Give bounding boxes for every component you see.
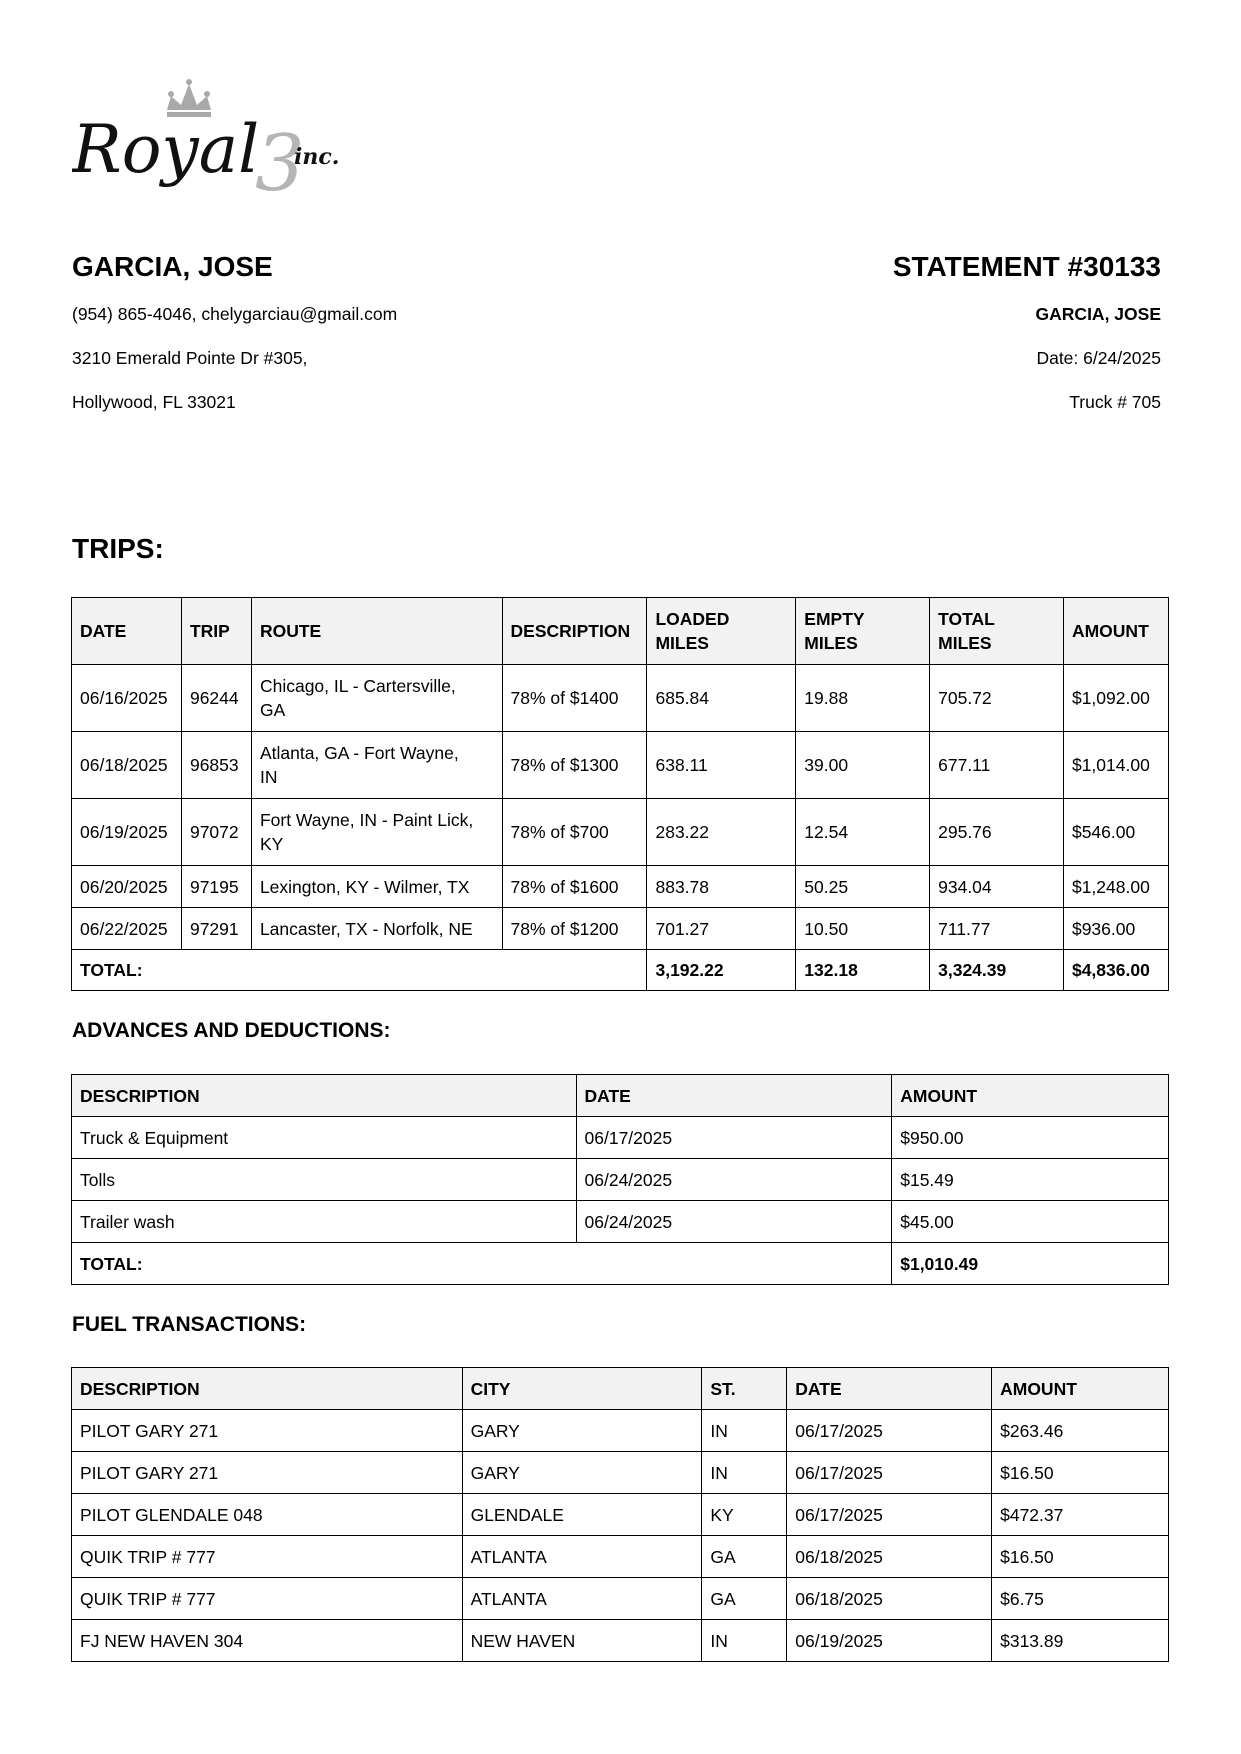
cell-amount: $936.00: [1063, 908, 1168, 950]
cell-description: 78% of $700: [502, 799, 647, 866]
header-amount: AMOUNT: [1063, 598, 1168, 665]
cell-state: IN: [702, 1620, 787, 1662]
cell-amount: $950.00: [892, 1117, 1169, 1159]
cell-description: Tolls: [72, 1159, 577, 1201]
cell-description: 78% of $1200: [502, 908, 647, 950]
cell-date: 06/24/2025: [576, 1159, 892, 1201]
header-amount: AMOUNT: [892, 1075, 1169, 1117]
table-row: [72, 1494, 1169, 1536]
cell-trip: 96853: [181, 732, 251, 799]
cell-loaded: 283.22: [647, 799, 796, 866]
cell-description: QUIK TRIP # 777: [72, 1536, 463, 1578]
fuel-title: FUEL TRANSACTIONS:: [72, 1313, 307, 1336]
header-amount: AMOUNT: [992, 1368, 1169, 1410]
cell-state: IN: [702, 1452, 787, 1494]
cell-loaded: 638.11: [647, 732, 796, 799]
cell-date: 06/18/2025: [72, 732, 182, 799]
cell-loaded: 685.84: [647, 665, 796, 732]
table-row: [72, 1410, 1169, 1452]
total-empty: 132.18: [796, 950, 930, 991]
statement-title: STATEMENT #30133: [892, 251, 1161, 282]
cell-state: GA: [702, 1536, 787, 1578]
cell-date: 06/22/2025: [72, 908, 182, 950]
statement-name: GARCIA, JOSE: [1035, 304, 1161, 324]
logo-main-text: Royal: [72, 111, 260, 188]
header-date: DATE: [72, 598, 182, 665]
table-header-row: [72, 1075, 1169, 1117]
table-row: [72, 1578, 1169, 1620]
table-row: [72, 1536, 1169, 1578]
total-label: TOTAL:: [72, 950, 647, 991]
total-label: TOTAL:: [72, 1243, 892, 1285]
statement-date: Date: 6/24/2025: [1036, 348, 1161, 368]
cell-date: 06/17/2025: [787, 1494, 992, 1536]
cell-date: 06/17/2025: [787, 1410, 992, 1452]
advances-title: ADVANCES AND DEDUCTIONS:: [72, 1019, 391, 1042]
fuel-table: [71, 1367, 1169, 1662]
driver-address-line2: Hollywood, FL 33021: [72, 392, 236, 412]
table-row: [72, 665, 1169, 732]
header-city: CITY: [462, 1368, 702, 1410]
table-total-row: [72, 1243, 1169, 1285]
cell-description: Trailer wash: [72, 1201, 577, 1243]
trips-table: [71, 597, 1169, 991]
cell-description: FJ NEW HAVEN 304: [72, 1620, 463, 1662]
table-row: [72, 799, 1169, 866]
cell-amount: $472.37: [992, 1494, 1169, 1536]
advances-table: [71, 1074, 1169, 1285]
table-header-row: [72, 1368, 1169, 1410]
cell-state: GA: [702, 1578, 787, 1620]
total-amount: $1,010.49: [892, 1243, 1169, 1285]
cell-date: 06/17/2025: [576, 1117, 892, 1159]
cell-empty: 10.50: [796, 908, 930, 950]
cell-amount: $16.50: [992, 1536, 1169, 1578]
cell-description: PILOT GARY 271: [72, 1410, 463, 1452]
header-date: DATE: [576, 1075, 892, 1117]
company-logo: [72, 72, 392, 202]
cell-city: GARY: [462, 1452, 702, 1494]
cell-date: 06/16/2025: [72, 665, 182, 732]
cell-trip: 96244: [181, 665, 251, 732]
cell-empty: 50.25: [796, 866, 930, 908]
cell-amount: $1,092.00: [1063, 665, 1168, 732]
cell-amount: $313.89: [992, 1620, 1169, 1662]
header-description: DESCRIPTION: [502, 598, 647, 665]
header-description: DESCRIPTION: [72, 1368, 463, 1410]
cell-amount: $546.00: [1063, 799, 1168, 866]
driver-address-line1: 3210 Emerald Pointe Dr #305,: [72, 348, 308, 368]
cell-trip: 97072: [181, 799, 251, 866]
header-total-miles: TOTAL MILES: [930, 598, 1064, 665]
cell-loaded: 701.27: [647, 908, 796, 950]
cell-city: GARY: [462, 1410, 702, 1452]
cell-city: GLENDALE: [462, 1494, 702, 1536]
cell-total: 677.11: [930, 732, 1064, 799]
cell-amount: $6.75: [992, 1578, 1169, 1620]
table-row: [72, 732, 1169, 799]
cell-empty: 19.88: [796, 665, 930, 732]
table-row: [72, 1201, 1169, 1243]
cell-date: 06/17/2025: [787, 1452, 992, 1494]
cell-city: NEW HAVEN: [462, 1620, 702, 1662]
total-loaded: 3,192.22: [647, 950, 796, 991]
table-row: [72, 1117, 1169, 1159]
cell-date: 06/18/2025: [787, 1536, 992, 1578]
cell-total: 295.76: [930, 799, 1064, 866]
cell-description: PILOT GARY 271: [72, 1452, 463, 1494]
driver-name: GARCIA, JOSE: [72, 251, 273, 282]
logo-suffix: inc.: [294, 144, 340, 170]
cell-date: 06/19/2025: [72, 799, 182, 866]
table-row: [72, 1452, 1169, 1494]
statement-info: [893, 250, 1161, 413]
cell-route: Lexington, KY - Wilmer, TX: [251, 866, 502, 908]
table-row: [72, 866, 1169, 908]
cell-total: 705.72: [930, 665, 1064, 732]
cell-date: 06/20/2025: [72, 866, 182, 908]
table-row: [72, 1159, 1169, 1201]
cell-date: 06/24/2025: [576, 1201, 892, 1243]
total-miles: 3,324.39: [930, 950, 1064, 991]
cell-empty: 12.54: [796, 799, 930, 866]
statement-truck: Truck # 705: [1069, 392, 1161, 412]
logo-number: 3: [255, 119, 305, 202]
cell-route: Fort Wayne, IN - Paint Lick, KY: [251, 799, 502, 866]
header-state: ST.: [702, 1368, 787, 1410]
cell-amount: $263.46: [992, 1410, 1169, 1452]
header-date: DATE: [787, 1368, 992, 1410]
trips-title: TRIPS:: [72, 533, 164, 564]
driver-contact: (954) 865-4046, chelygarciau@gmail.com: [72, 304, 398, 324]
cell-amount: $1,248.00: [1063, 866, 1168, 908]
cell-description: PILOT GLENDALE 048: [72, 1494, 463, 1536]
cell-city: ATLANTA: [462, 1578, 702, 1620]
cell-trip: 97291: [181, 908, 251, 950]
cell-state: KY: [702, 1494, 787, 1536]
total-amount: $4,836.00: [1063, 950, 1168, 991]
cell-date: 06/19/2025: [787, 1620, 992, 1662]
header-empty-miles: EMPTY MILES: [796, 598, 930, 665]
table-header-row: [72, 598, 1169, 665]
cell-description: 78% of $1300: [502, 732, 647, 799]
cell-amount: $15.49: [892, 1159, 1169, 1201]
cell-description: 78% of $1600: [502, 866, 647, 908]
table-total-row: [72, 950, 1169, 991]
cell-amount: $45.00: [892, 1201, 1169, 1243]
cell-loaded: 883.78: [647, 866, 796, 908]
cell-state: IN: [702, 1410, 787, 1452]
cell-total: 934.04: [930, 866, 1064, 908]
header-loaded-miles: LOADED MILES: [647, 598, 796, 665]
table-row: [72, 908, 1169, 950]
cell-trip: 97195: [181, 866, 251, 908]
header-trip: TRIP: [181, 598, 251, 665]
cell-empty: 39.00: [796, 732, 930, 799]
header-description: DESCRIPTION: [72, 1075, 577, 1117]
cell-city: ATLANTA: [462, 1536, 702, 1578]
cell-description: Truck & Equipment: [72, 1117, 577, 1159]
cell-route: Lancaster, TX - Norfolk, NE: [251, 908, 502, 950]
cell-description: 78% of $1400: [502, 665, 647, 732]
cell-description: QUIK TRIP # 777: [72, 1578, 463, 1620]
driver-info: [72, 250, 397, 413]
header-route: ROUTE: [251, 598, 502, 665]
cell-route: Atlanta, GA - Fort Wayne, IN: [251, 732, 502, 799]
table-row: [72, 1620, 1169, 1662]
cell-total: 711.77: [930, 908, 1064, 950]
cell-amount: $16.50: [992, 1452, 1169, 1494]
cell-amount: $1,014.00: [1063, 732, 1168, 799]
cell-date: 06/18/2025: [787, 1578, 992, 1620]
cell-route: Chicago, IL - Cartersville, GA: [251, 665, 502, 732]
